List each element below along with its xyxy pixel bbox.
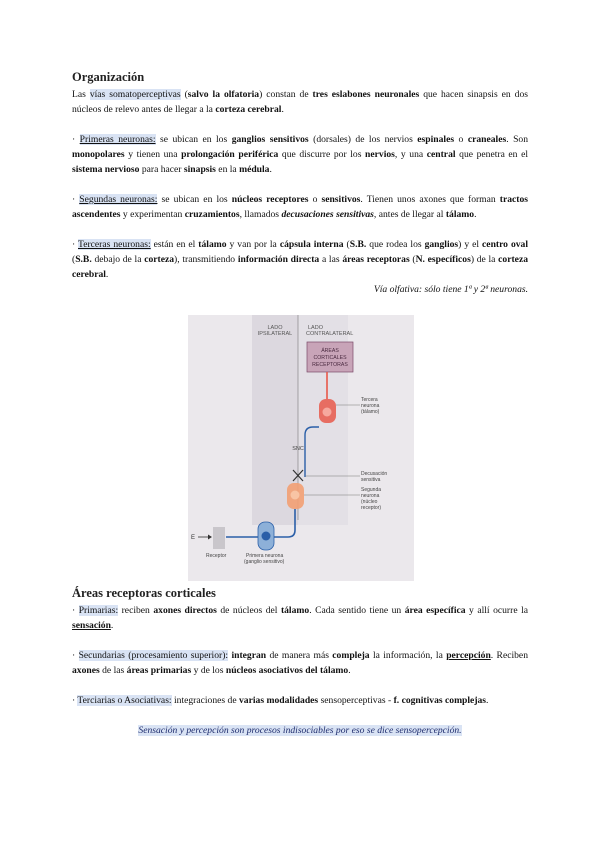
lado-contra-line1: LADO xyxy=(308,325,323,331)
somatosensory-pathway-diagram xyxy=(188,315,414,581)
areas-box-line2: CORTICALES xyxy=(313,355,347,361)
lado-ipsi-line1: LADO xyxy=(267,325,283,331)
section-title-areas: Áreas receptoras corticales xyxy=(72,586,216,600)
primera-line2: (ganglio sensitivo) xyxy=(244,559,285,565)
paragraph-terceras: · Terceras neuronas: están en el tálamo y van por la cápsula interna (S.B. que rodea los ganglios) y el centro oval (S.B. debajo de la corteza), transmitiendo información directa a las áreas receptoras (N. específicos) de la corteza cerebral. xyxy=(72,239,529,280)
lado-ipsi-line2: IPSILATERAL xyxy=(257,331,293,337)
areas-box-line3: RECEPTORAS xyxy=(312,362,348,368)
olfactory-note: Vía olfativa: sólo tiene 1ª y 2ª neuronas. xyxy=(373,284,528,295)
paragraph-terciarias: · Terciarias o Asociativas: integraciones de varias modalidades sensoperceptivas - f. cognitivas complejas. xyxy=(72,695,489,706)
segunda-line3: (núcleo xyxy=(361,499,378,505)
paragraph-segundas: · Segundas neuronas: se ubican en los núcleos receptores o sensitivos. Tienen unos axones que forman tractos ascendentes y experimentan cruzamientos, llamados decusaciones sensitivas, antes de llegar al tálamo. xyxy=(72,194,529,220)
e-label: E xyxy=(191,535,196,541)
tercera-line2: neurona xyxy=(361,403,380,409)
tercera-line3: (tálamo) xyxy=(361,409,380,415)
closing-note: Sensación y percepción son procesos indisociables por eso se dice sensopercepción. xyxy=(138,725,462,736)
paragraph-secundarias: · Secundarias (procesamiento superior): integran de manera más compleja la información, la percepción. Reciben axones de las áreas primarias y de los núcleos asociativos del tálamo. xyxy=(72,650,528,676)
segunda-line2: neurona xyxy=(361,493,380,499)
snc-label: SNC xyxy=(292,446,304,452)
section-title-organizacion: Organización xyxy=(72,70,145,84)
primera-line1: Primera neurona xyxy=(246,553,284,559)
paragraph-primarias: · Primarias: reciben axones directos de núcleos del tálamo. Cada sentido tiene un área específica y allí ocurre la sensación. xyxy=(72,605,528,631)
second-neuron-nucleus xyxy=(291,491,300,500)
areas-box-line1: ÁREAS xyxy=(321,348,339,354)
receptor-label: Receptor xyxy=(206,553,227,559)
third-neuron-nucleus xyxy=(323,408,332,417)
first-neuron-nucleus xyxy=(262,532,271,541)
tercera-line1: Tercera xyxy=(361,397,378,403)
paragraph-primeras: · Primeras neuronas: se ubican en los ganglios sensitivos (dorsales) de los nervios espinales o craneales. Son monopolares y tienen una prolongación periférica que discurre por los nervios, y una central que penetra en el sistema nervioso para hacer sinapsis en la médula. xyxy=(72,134,529,175)
lado-contra-line2: CONTRALATERAL xyxy=(306,331,354,337)
decusacion-line1: Decusación xyxy=(361,471,388,477)
segunda-line1: Segunda xyxy=(361,487,382,493)
receptor-block xyxy=(213,527,225,549)
segunda-line4: receptor) xyxy=(361,505,382,511)
decusacion-line2: sensitiva xyxy=(361,477,381,483)
paragraph-intro: Las vías somatoperceptivas (salvo la olfatoria) constan de tres eslabones neuronales que hacen sinapsis en dos núcleos de relevo antes de llegar a la corteza cerebral. xyxy=(72,89,528,115)
